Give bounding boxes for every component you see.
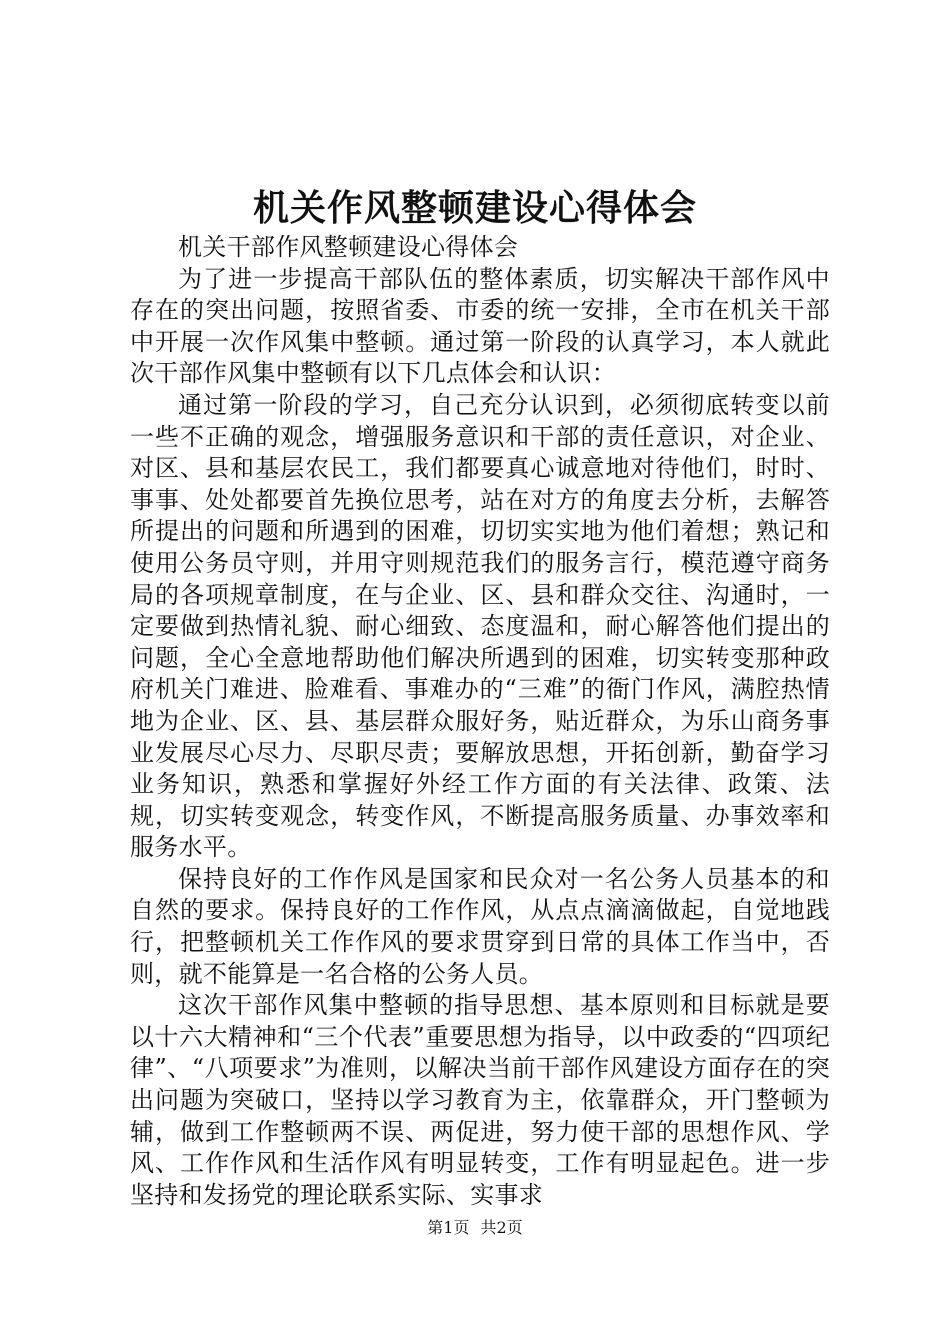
page-total: 共2页 [480,1218,523,1237]
page-footer [0,1218,950,1238]
body-paragraph-learning: 通过第一阶段的学习，自己充分认识到，必须彻底转变以前一些不正确的观念，增强服务意识和干部的责任意识，对企业、对区、县和基层农民工，我们都要真心诚意地对待他们，时时、事事、处处都要首先换位思考，站在对方的角度去分析，去解答所提出的问题和所遇到的困难，切切实实地为他们着想；熟记和使用公务员守则，并用守则规范我们的服务言行，模范遵守商务局的各项规章制度，在与企业、区、县和群众交往、沟通时，一定要做到热情礼貌、耐心细致、态度温和，耐心解答他们提出的问题，全心全意地帮助他们解决所遇到的困难，切实转变那种政府机关门难进、脸难看、事难办的“三难”的衙门作风，满腔热情地为企业、区、县、基层群众服好务，贴近群众，为乐山商务事业发展尽心尽力、尽职尽责；要解放思想，开拓创新，勤奋学习业务知识，熟悉和掌握好外经工作方面的有关法律、政策、法规，切实转变观念，转变作风，不断提高服务质量、办事效率和服务水平。 [130,390,830,862]
subtitle-paragraph: 机关干部作风整顿建设心得体会 [178,233,519,261]
body-paragraph-intro: 为了进一步提高干部队伍的整体素质，切实解决干部作风中存在的突出问题，按照省委、市委的统一安排，全市在机关干部中开展一次作风集中整顿。通过第一阶段的认真学习，本人就此次干部作风集中整顿有以下几点体会和认识： [130,264,830,388]
document-body [130,232,830,1211]
page-number: 第1页 [427,1218,470,1237]
document-title: 机关作风整顿建设心得体会 [252,188,697,229]
body-paragraph-work-style: 保持良好的工作作风是国家和民众对一名公务人员基本的和自然的要求。保持良好的工作作风，从点点滴滴做起，自觉地践行，把整顿机关工作作风的要求贯穿到日常的具体工作当中，否则，就不能算是一名合格的公务人员。 [130,864,830,988]
body-paragraph-guiding-thought: 这次干部作风集中整顿的指导思想、基本原则和目标就是要以十六大精神和“三个代表”重要思想为指导，以中政委的“四项纪律”、“八项要求”为准则，以解决当前干部作风建设方面存在的突出问题为突破口，坚持以学习教育为主，依靠群众，开门整顿为辅，做到工作整顿两不误、两促进，努力使干部的思想作风、学风、工作作风和生活作风有明显转变，工作有明显起色。进一步坚持和发扬党的理论联系实际、实事求 [130,991,830,1209]
